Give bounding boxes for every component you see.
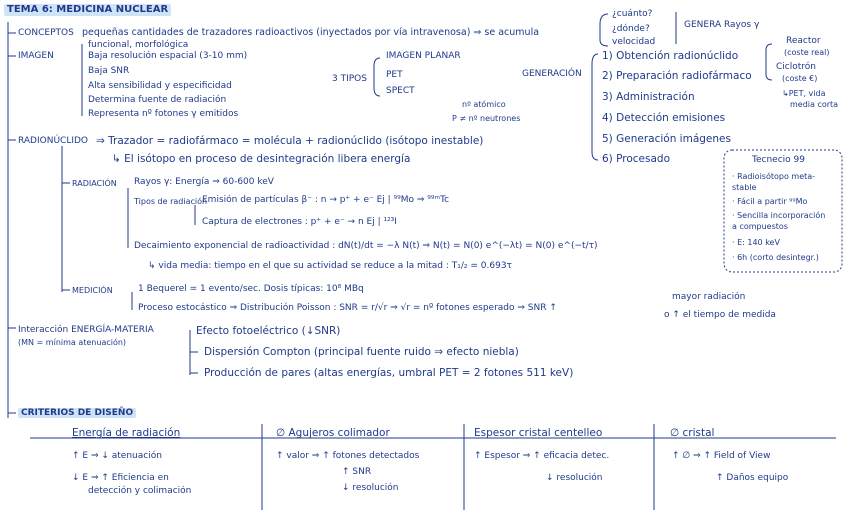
reactor: Reactor — [786, 36, 821, 46]
imagen-label: IMAGEN — [18, 51, 54, 61]
tecnecio-item: stable — [732, 183, 757, 192]
criterio-line: ↑ Daños equipo — [716, 473, 789, 483]
generacion-step: 5) Generación imágenes — [602, 133, 731, 145]
criterio-header: Espesor cristal centelleo — [474, 427, 603, 439]
criterio-header: ∅ Agujeros colimador — [276, 427, 390, 439]
criterio-header: Energía de radiación — [72, 427, 181, 439]
imagen-item: Representa nº fotones γ emitidos — [88, 109, 239, 119]
tipos-radiacion: Tipos de radiación — [134, 197, 208, 206]
vida-media: ↳ vida media: tiempo en el que su actividad se reduce a la mitad : T₁/₂ = 0.693τ — [148, 261, 512, 271]
criterio-line: ↓ E ⇒ ↑ Eficiencia en — [72, 473, 169, 483]
tres-tipos-label: 3 TIPOS — [332, 74, 367, 84]
pet-note-2: media corta — [790, 100, 839, 109]
radionuclido-isotopo: ↳ El isótopo en proceso de desintegración libera energía — [112, 153, 411, 165]
conceptos-text: pequeñas cantidades de trazadores radioactivos (inyectados por vía intravenosa) ⇒ se acumula — [82, 27, 540, 38]
imagen-item: Baja SNR — [88, 66, 130, 76]
interaccion-label: Interacción ENERGÍA-MATERIA — [18, 325, 154, 335]
interaccion-item: Efecto fotoeléctrico (↓SNR) — [196, 325, 341, 337]
page-title: TEMA 6: MEDICINA NUCLEAR — [4, 4, 171, 16]
reactor-sub: (coste real) — [784, 48, 830, 57]
criterio-header: ∅ cristal — [670, 427, 715, 439]
generacion-step: 1) Obtención radionúclido — [602, 50, 739, 62]
ciclotron-sub: (coste €) — [782, 74, 818, 83]
radiacion-label: RADIACIÓN — [72, 179, 117, 188]
criterios-label: CRITERIOS DE DISEÑO — [18, 408, 136, 418]
radionuclido-label: RADIONÚCLIDO — [18, 136, 89, 146]
rayos-gamma: Rayos γ: Energía ⇒ 60-600 keV — [134, 177, 274, 187]
tecnecio-item: · E: 140 keV — [732, 238, 780, 247]
mayor-radiacion: mayor radiación — [672, 292, 746, 302]
interaccion-item: Producción de pares (altas energías, umbral PET = 2 fotones 511 keV) — [204, 367, 574, 379]
emision-beta: Emisión de partículas β⁻ : n → p⁺ + e⁻ Ej | ⁹⁹Mo ⇒ ⁹⁹ᵐTc — [202, 195, 450, 205]
imagen-item: funcional, morfológica — [88, 40, 189, 50]
interaccion-item: Dispersión Compton (principal fuente ruido ⇒ efecto niebla) — [204, 346, 519, 358]
conceptos-genera: GENERA Rayos γ — [684, 20, 760, 30]
tipo-planar: IMAGEN PLANAR — [386, 51, 461, 61]
imagen-item: Alta sensibilidad y especificidad — [88, 81, 232, 91]
p-atomico: nº atómico — [462, 100, 506, 109]
tecnecio-item: a compuestos — [732, 222, 788, 231]
conceptos-q-cuanto: ¿cuánto? — [612, 9, 653, 19]
conceptos-q-donde: ¿dónde? — [612, 24, 650, 34]
generacion-step: 4) Detección emisiones — [602, 112, 726, 124]
tipo-spect: SPECT — [386, 86, 415, 96]
criterio-line: ↑ SNR — [342, 467, 372, 477]
generacion-step: 6) Procesado — [602, 153, 670, 165]
criterio-line: ↑ valor ⇒ ↑ fotones detectados — [276, 451, 420, 461]
tecnecio-item: · Fácil a partir ⁹⁹Mo — [732, 197, 808, 206]
conceptos-label: CONCEPTOS — [18, 28, 74, 38]
pet-note-1: ↳PET, vida — [782, 89, 826, 98]
criterio-line: ↑ E ⇒ ↓ atenuación — [72, 451, 162, 461]
medicion-label: MEDICIÓN — [72, 286, 113, 295]
generacion-step: 2) Preparación radiofármaco — [602, 70, 752, 82]
tecnecio-item: · Sencilla incorporación — [732, 211, 826, 220]
criterio-line: ↑ Espesor ⇒ ↑ eficacia detec. — [474, 451, 610, 461]
criterio-line: ↓ resolución — [342, 483, 399, 493]
conceptos-q-velocidad: velocidad — [612, 37, 656, 47]
tecnecio-title: Tecnecio 99 — [752, 155, 805, 165]
tecnecio-item: · 6h (corto desintegr.) — [732, 253, 819, 262]
captura-electrones: Captura de electrones : p⁺ + e⁻ → n Ej | ¹²³I — [202, 217, 397, 227]
radionuclido-trazador: ⇒ Trazador = radiofármaco = molécula + radionúclido (isótopo inestable) — [96, 135, 484, 147]
proceso-estocastico: Proceso estocástico ⇒ Distribución Poisson : SNR = r/√r ⇒ √r = nº fotones esperado ⇒ SNR ↑ — [138, 303, 557, 313]
ciclotron: Ciclotrón — [776, 62, 816, 72]
p-neutrones: P ≠ nº neutrones — [452, 114, 521, 123]
tipo-pet: PET — [386, 70, 403, 80]
tecnecio-item: · Radioisótopo meta- — [732, 172, 816, 181]
generacion-step: 3) Administración — [602, 91, 695, 103]
decaimiento: Decaimiento exponencial de radioactividad : dN(t)/dt = −λ N(t) ⇒ N(t) = N(0) e^(−λt) = N(0) e^(−t/τ) — [134, 241, 598, 251]
imagen-item: Baja resolución espacial (3-10 mm) — [88, 51, 248, 61]
bequerel: 1 Bequerel = 1 evento/sec. Dosis típicas: 10⁸ MBq — [138, 284, 364, 294]
generacion-label: GENERACIÓN — [522, 69, 582, 79]
criterio-line: ↑ ∅ ⇒ ↑ Field of View — [672, 451, 771, 461]
imagen-item: Determina fuente de radiación — [88, 95, 227, 105]
criterio-line: ↓ resolución — [546, 473, 603, 483]
interaccion-sub: (MN = mínima atenuación) — [18, 338, 127, 347]
tiempo-medida: o ↑ el tiempo de medida — [664, 310, 776, 320]
criterio-line: detección y colimación — [88, 486, 192, 496]
